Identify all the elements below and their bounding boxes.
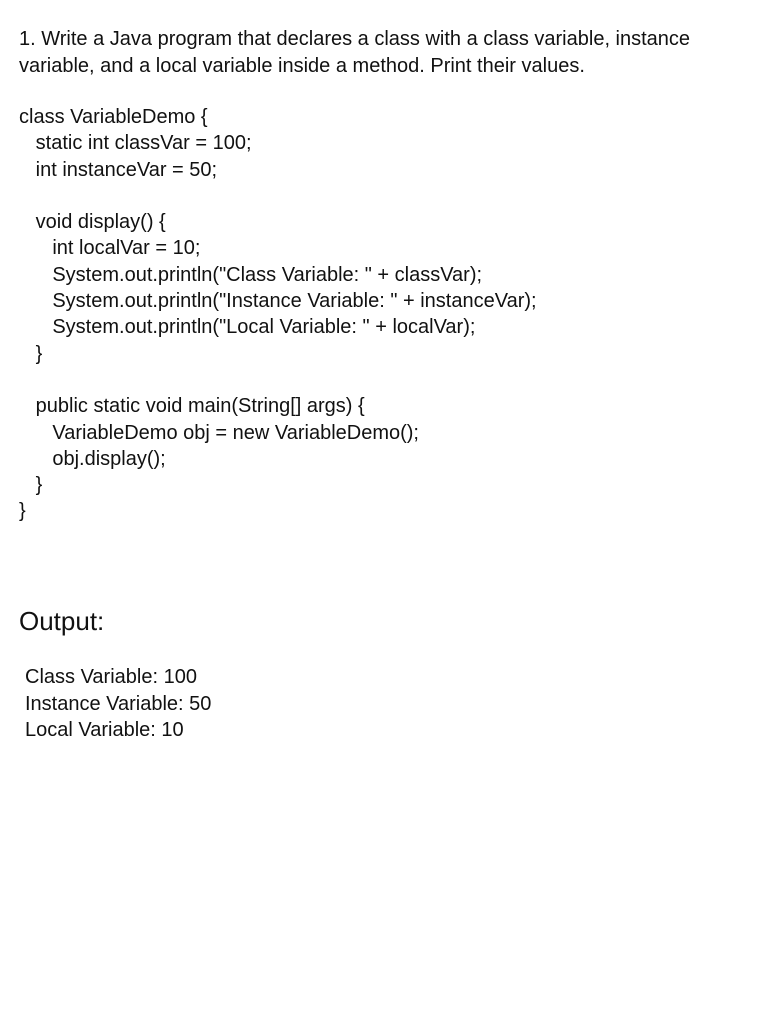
code-line: public static void main(String[] args) { [19,395,365,418]
output-line: Local Variable: 10 [25,719,184,742]
code-line: class VariableDemo { [19,106,208,128]
code-line [19,367,537,393]
code-line: obj.display(); [19,447,166,470]
question-text [19,26,749,80]
code-line [19,183,537,209]
output-line: Instance Variable: 50 [25,692,212,715]
code-line: } [19,474,43,497]
code-line: System.out.println("Local Variable: " + localVar); [19,316,476,339]
code-line: } [19,342,43,365]
code-block [19,104,537,525]
question-line: 1. Write a Java program that declares a class with a class variable, instance [19,28,691,50]
question-line: variable, and a local variable inside a method. Print their values. [19,55,585,77]
code-line: System.out.println("Class Variable: " + classVar); [19,263,483,286]
code-line: static int classVar = 100; [19,132,252,155]
code-line: VariableDemo obj = new VariableDemo(); [19,421,419,444]
output-heading: Output: [19,606,105,636]
code-line: System.out.println("Instance Variable: " + instanceVar); [19,290,537,313]
code-line: int instanceVar = 50; [19,158,218,181]
code-line: } [19,500,26,523]
code-line: void display() { [19,211,166,234]
output-line: Class Variable: 100 [25,666,197,688]
output-block [25,664,211,744]
code-line: int localVar = 10; [19,237,201,260]
